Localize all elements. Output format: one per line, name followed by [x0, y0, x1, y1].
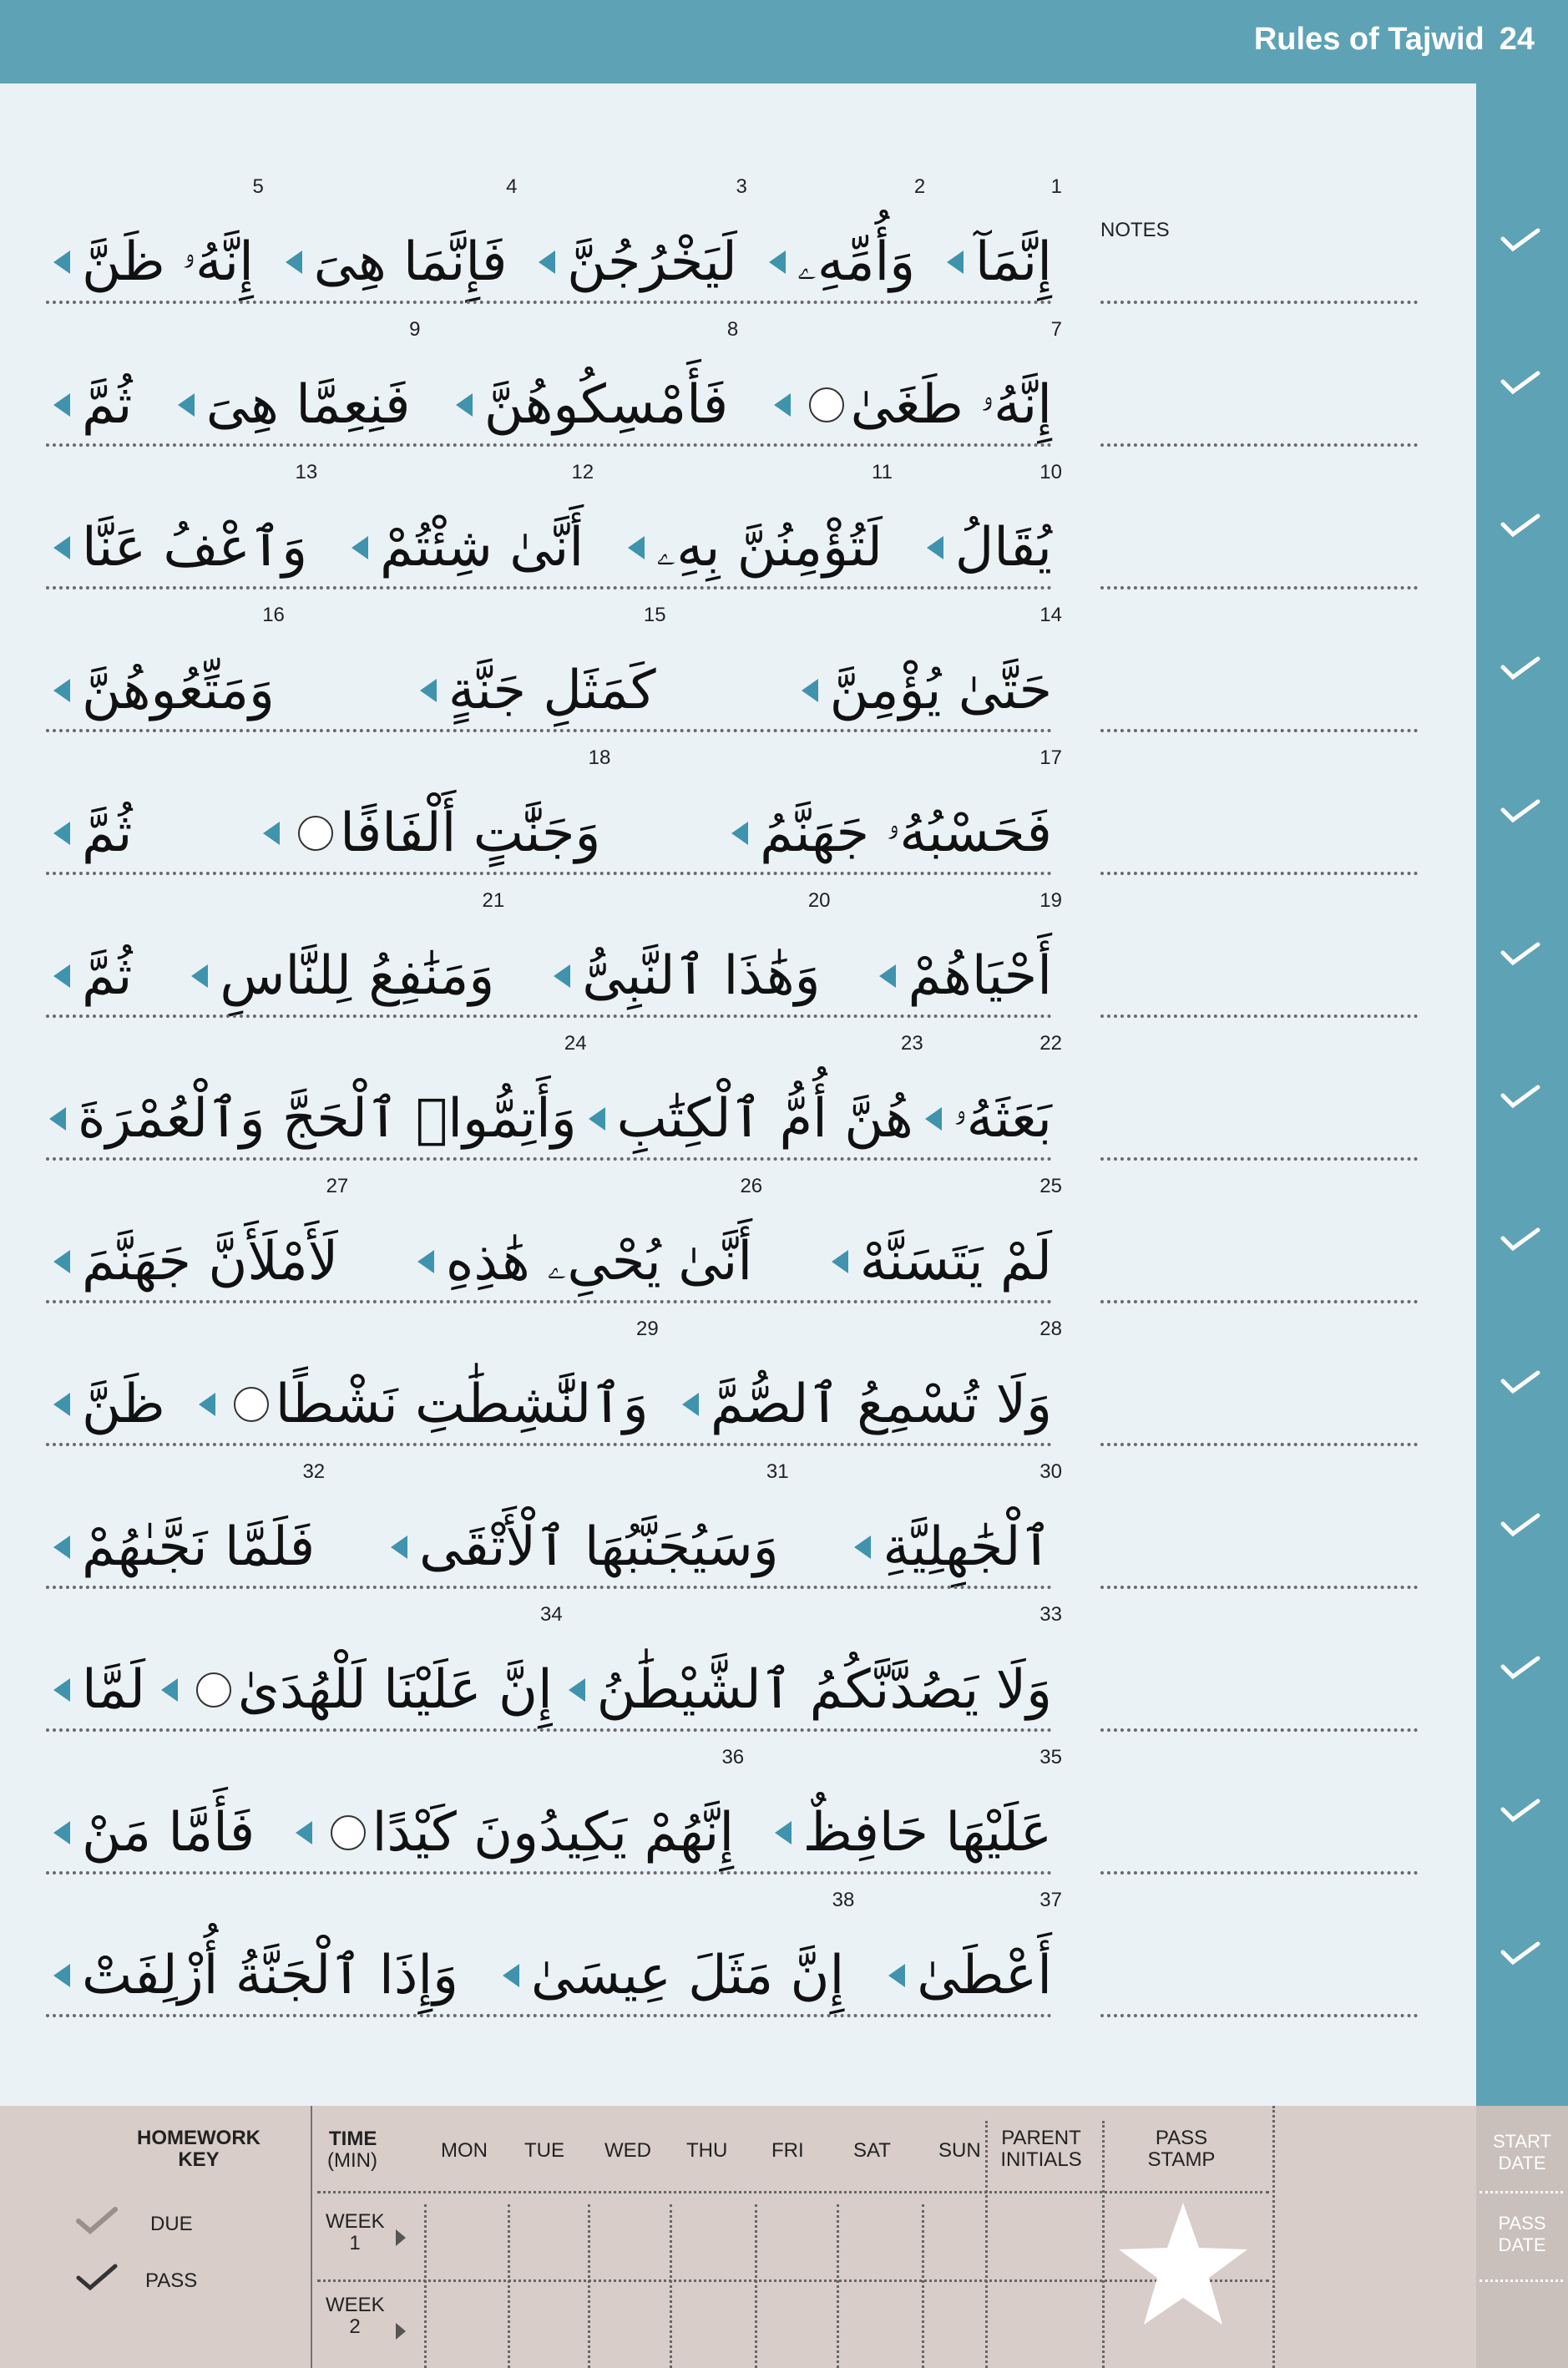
item-number: 1 [1050, 175, 1062, 198]
exercise-item [616, 453, 893, 595]
arrow-marker-icon [391, 1536, 407, 1559]
item-number: 19 [1039, 889, 1062, 912]
exercise-item [842, 1452, 1062, 1594]
arabic-word: هُنَّ أُمُّ ٱلْكِتَٰبِ [616, 1088, 913, 1150]
due-label: DUE [150, 2213, 193, 2235]
row-items [42, 310, 1062, 452]
notes-label: NOTES [1100, 219, 1170, 241]
row-items [42, 881, 1062, 1023]
exercise-item [720, 738, 1062, 880]
arabic-word: وَمَتِّعُوهُنَّ [82, 660, 275, 721]
arrow-marker-icon [53, 1536, 70, 1559]
book-title: Rules of Tajwid [1253, 22, 1485, 57]
arrow-marker-icon [539, 250, 555, 274]
item-number: 27 [326, 1175, 349, 1197]
arrow-marker-icon [774, 393, 791, 417]
item-number: 26 [740, 1175, 763, 1197]
exercise-row [42, 1166, 1062, 1308]
arabic-word: يُقَالُ [954, 517, 1052, 579]
exercise-row [42, 453, 1062, 595]
grid-rule [837, 2204, 839, 2368]
exercise-row [42, 1595, 1062, 1737]
arrow-marker-icon [888, 1964, 905, 1987]
row-check-icon[interactable] [1500, 1512, 1541, 1537]
exercise-row [42, 1880, 1062, 2022]
arrow-marker-icon [53, 1393, 70, 1416]
item-number: 28 [1039, 1318, 1062, 1340]
arabic-word: ٱلْجَٰهِلِيَّةِ [883, 1516, 1052, 1578]
row-check-icon[interactable] [1500, 227, 1541, 252]
arabic-word: لَمْ يَتَسَنَّهْ [859, 1231, 1052, 1293]
item-number: 20 [807, 889, 831, 912]
exercise-item [42, 1166, 349, 1308]
divider [1272, 2106, 1275, 2368]
arrow-marker-icon [589, 1107, 605, 1131]
footer-rule [317, 2191, 1269, 2193]
exercise-item [820, 1166, 1062, 1308]
divider [311, 2106, 312, 2368]
exercise-row [42, 738, 1062, 880]
row-check-icon[interactable] [1500, 798, 1541, 823]
pass-stamp-label: PASS STAMP [1147, 2127, 1216, 2171]
arabic-word: أَعْطَىٰ [917, 1945, 1052, 2006]
arrow-marker-icon [53, 536, 70, 559]
exercise-item [527, 167, 747, 309]
arabic-word: وَلَا يَصُدَّنَّكُمُ ٱلشَّيْطَٰنُ [596, 1659, 1052, 1721]
row-items [42, 1309, 1062, 1451]
pass-check-icon [75, 2263, 119, 2299]
arabic-word: إِنَّ مَثَلَ عِيسَىٰ [530, 1945, 845, 2006]
row-rule [46, 1586, 1052, 1589]
arrow-marker-icon [53, 393, 70, 417]
day-label-tue: TUE [524, 2139, 564, 2162]
exercise-item [444, 310, 739, 452]
arrow-marker-icon [53, 250, 70, 274]
exercise-item [763, 1738, 1062, 1880]
exercise-item [149, 1595, 563, 1737]
item-number: 8 [726, 318, 739, 341]
row-items [42, 1452, 1062, 1594]
arabic-word: وَسَيُجَنَّبُهَا ٱلْأَتْقَى [418, 1516, 779, 1578]
exercise-item [406, 1166, 763, 1308]
arabic-word: إِنَّهُۥ ظَنَّ [82, 231, 254, 293]
row-check-icon[interactable] [1500, 370, 1541, 395]
row-check-icon[interactable] [1500, 941, 1541, 966]
item-number: 37 [1039, 1889, 1062, 1911]
arabic-word: فَحَسْبُهُۥ جَهَنَّمُ [760, 802, 1052, 864]
grid-rule [985, 2121, 988, 2368]
row-check-icon[interactable] [1500, 1084, 1541, 1109]
homework-key-label: HOMEWORK KEY [137, 2127, 260, 2171]
notes-rule [1100, 2014, 1418, 2017]
arabic-word: وَٱلنَّٰشِطَٰتِ نَشْطًا [275, 1374, 649, 1435]
item-number: 7 [1050, 318, 1062, 341]
notes-rule [1100, 1871, 1418, 1875]
arrow-marker-icon [263, 822, 280, 845]
exercise-item [187, 1309, 659, 1451]
arabic-word: أَنَّىٰ يُحْىِۦ هَٰذِهِ [445, 1231, 753, 1293]
exercise-item [757, 167, 926, 309]
arabic-word: ثُمَّ [82, 374, 133, 436]
arrow-marker-icon [832, 1250, 848, 1273]
row-check-icon[interactable] [1500, 1655, 1541, 1680]
exercise-item [42, 1595, 145, 1737]
arabic-word: حَتَّىٰ يُؤْمِنَّ [829, 660, 1052, 721]
pass-stamp-star-icon [1112, 2198, 1254, 2335]
exercise-item [557, 1595, 1062, 1737]
day-label-sat: SAT [853, 2139, 891, 2162]
exercise-item [42, 595, 285, 737]
item-number: 2 [913, 175, 926, 198]
item-number: 32 [302, 1460, 326, 1483]
exercise-item [42, 310, 132, 452]
arrow-marker-icon [286, 250, 302, 274]
row-items [42, 1595, 1062, 1737]
item-number: 9 [409, 318, 421, 341]
item-number: 3 [736, 175, 747, 198]
notes-rule [1100, 1300, 1418, 1303]
exercise-row [42, 1738, 1062, 1880]
exercise-item [251, 738, 611, 880]
exercise-row [42, 167, 1062, 309]
arabic-word: فَأَمْسِكُوهُنَّ [483, 374, 729, 436]
arrow-marker-icon [53, 822, 70, 845]
arabic-word: عَلَيْهَا حَافِظٌ [802, 1802, 1052, 1864]
item-number: 11 [872, 461, 893, 483]
exercise-item [340, 453, 594, 595]
exercise-row [42, 1452, 1062, 1594]
answer-circle-icon[interactable] [234, 1387, 269, 1422]
item-number: 21 [482, 889, 505, 912]
exercise-row [42, 1024, 1062, 1166]
row-check-icon[interactable] [1500, 513, 1541, 538]
item-number: 38 [832, 1889, 855, 1911]
notes-rule [1100, 1014, 1418, 1018]
notes-rule [1100, 586, 1418, 589]
notes-rule [1100, 443, 1418, 447]
arabic-word: وَأَتِمُّوا۟ ٱلْحَجَّ وَٱلْعُمْرَةَ [77, 1088, 577, 1150]
parent-initials-label: PARENT INITIALS [1000, 2127, 1082, 2171]
row-items [42, 738, 1062, 880]
notes-rule [1100, 729, 1418, 732]
item-number: 16 [262, 604, 285, 626]
arrow-marker-icon [53, 679, 70, 702]
arrow-marker-icon [161, 1678, 178, 1702]
item-number: 31 [766, 1460, 789, 1483]
arabic-word: وَأُمِّهِۦ [797, 231, 916, 293]
item-number: 18 [588, 746, 611, 769]
exercise-item [42, 1309, 165, 1451]
arabic-word: وَجَنَّٰتٍ أَلْفَافًا [340, 802, 601, 864]
exercise-row [42, 1309, 1062, 1451]
exercise-item [670, 1309, 1062, 1451]
arrow-marker-icon [420, 679, 437, 702]
arabic-word: وَٱعْفُ عَنَّا [82, 517, 308, 579]
day-label-mon: MON [441, 2139, 488, 2162]
exercise-row [42, 310, 1062, 452]
arrow-marker-icon [628, 536, 645, 559]
item-number: 5 [252, 175, 264, 198]
due-check-icon [75, 2206, 119, 2242]
notes-rule [1100, 1157, 1418, 1161]
exercise-item [274, 167, 518, 309]
arabic-word: إِنَّهُمْ يَكِيدُونَ كَيْدًا [372, 1802, 735, 1864]
arrow-marker-icon [731, 822, 748, 845]
arabic-word: فَإِنَّمَا هِىَ [313, 231, 508, 293]
item-number: 30 [1039, 1460, 1062, 1483]
exercise-item [42, 738, 132, 880]
arabic-word: إِنَّمَآ [974, 231, 1052, 293]
day-label-fri: FRI [771, 2139, 804, 2162]
exercise-item [42, 881, 132, 1023]
exercise-item [166, 310, 421, 452]
item-number: 22 [1039, 1032, 1062, 1055]
arabic-word: ثُمَّ [82, 945, 133, 1007]
arrow-marker-icon [53, 1678, 70, 1702]
arabic-word: فَلَمَّا نَجَّىٰهُمْ [82, 1516, 316, 1578]
exercise-item [42, 1880, 458, 2022]
exercise-item [42, 167, 264, 309]
week-1-label: WEEK 1 [326, 2210, 385, 2254]
item-number: 34 [540, 1603, 563, 1626]
grid-rule [670, 2204, 672, 2368]
day-label-sun: SUN [938, 2139, 981, 2162]
row-rule [46, 443, 1052, 447]
item-number: 24 [564, 1032, 587, 1055]
arrow-marker-icon [569, 1678, 585, 1702]
exercise-item [408, 595, 666, 737]
exercise-item [42, 1452, 326, 1594]
arabic-word: لَأَمْلَأَنَّ جَهَنَّمَ [82, 1231, 339, 1293]
exercise-row [42, 595, 1062, 737]
exercise-item [284, 1738, 745, 1880]
row-check-icon[interactable] [1500, 1369, 1541, 1394]
grid-rule [588, 2204, 590, 2368]
row-check-icon[interactable] [1500, 655, 1541, 681]
exercise-item [491, 1880, 855, 2022]
week-1-arrow-icon [396, 2229, 406, 2246]
row-check-icon[interactable] [1500, 1940, 1541, 1966]
grid-rule [424, 2204, 427, 2368]
row-rule [46, 586, 1052, 589]
arrow-marker-icon [879, 964, 896, 988]
exercise-item [762, 310, 1062, 452]
arrow-marker-icon [352, 536, 368, 559]
arabic-word: فَنِعِمَّا هِىَ [205, 374, 411, 436]
arabic-word: إِنَّ عَلَيْنَا لَلْهُدَىٰ [237, 1659, 553, 1721]
row-items [42, 1738, 1062, 1880]
arabic-word: أَحْيَاهُمْ [908, 945, 1052, 1007]
exercise-item [379, 1452, 789, 1594]
arabic-word: فَأَمَّا مَنْ [82, 1802, 255, 1864]
pass-label: PASS [145, 2269, 198, 2292]
row-items [42, 595, 1062, 737]
day-label-thu: THU [686, 2139, 728, 2162]
row-rule [46, 1014, 1052, 1018]
arabic-word: بَعَثَهُۥ [953, 1088, 1052, 1150]
date-rule [1479, 2191, 1563, 2193]
exercise-item [790, 595, 1062, 737]
notes-rule [1100, 1728, 1418, 1732]
exercise-item [42, 1738, 255, 1880]
row-check-icon[interactable] [1500, 1798, 1541, 1823]
row-items [42, 1166, 1062, 1308]
exercise-item [913, 1024, 1062, 1166]
exercise-item [867, 881, 1062, 1023]
arrow-marker-icon [417, 1250, 434, 1273]
row-items [42, 453, 1062, 595]
arabic-word: كَمَثَلِ جَنَّةٍ [448, 660, 656, 721]
exercise-item [877, 1880, 1062, 2022]
item-number: 35 [1039, 1746, 1062, 1768]
row-items [42, 1880, 1062, 2022]
item-number: 25 [1039, 1175, 1062, 1197]
arabic-word: لَتُؤْمِنُنَّ بِهِۦ [655, 517, 883, 579]
arrow-marker-icon [199, 1393, 215, 1416]
item-number: 33 [1039, 1603, 1062, 1626]
arrow-marker-icon [682, 1393, 699, 1416]
arrow-marker-icon [191, 964, 208, 988]
grid-rule [1102, 2121, 1105, 2368]
exercise-item [42, 453, 318, 595]
exercise-item [577, 1024, 923, 1166]
arrow-marker-icon [769, 250, 786, 274]
running-head [1239, 22, 1535, 58]
arrow-marker-icon [53, 1250, 70, 1273]
arabic-word: لَمَّا [82, 1659, 145, 1721]
exercise-item [542, 881, 831, 1023]
exercise-item [180, 881, 505, 1023]
week-2-arrow-icon [396, 2323, 406, 2340]
arabic-word: وَلَا تُسْمِعُ ٱلصُّمَّ [710, 1374, 1052, 1435]
exercise-item [935, 167, 1062, 309]
week-2-label: WEEK 2 [326, 2294, 385, 2338]
min-label: (MIN) [327, 2149, 377, 2172]
answer-circle-icon[interactable] [331, 1815, 366, 1850]
date-rule [1479, 2279, 1563, 2282]
arrow-marker-icon [178, 393, 195, 417]
arrow-marker-icon [947, 250, 964, 274]
page-number: 24 [1499, 22, 1535, 57]
arabic-word: ظَنَّ [82, 1374, 165, 1435]
item-number: 14 [1039, 604, 1062, 626]
item-number: 12 [571, 461, 594, 483]
pass-date-label: PASS DATE [1498, 2213, 1546, 2255]
exercise-row [42, 881, 1062, 1023]
item-number: 17 [1039, 746, 1062, 769]
arrow-marker-icon [456, 393, 473, 417]
exercise-item [38, 1024, 587, 1166]
arrow-marker-icon [854, 1536, 871, 1559]
row-rule [46, 301, 1052, 304]
answer-circle-icon[interactable] [809, 387, 844, 422]
row-rule [46, 1443, 1052, 1446]
time-label: TIME [329, 2128, 377, 2150]
notes-rule [1100, 301, 1418, 304]
row-items [42, 1024, 1062, 1166]
item-number: 23 [900, 1032, 923, 1055]
day-label-wed: WED [604, 2139, 651, 2162]
arrow-marker-icon [927, 536, 943, 559]
grid-rule [755, 2204, 757, 2368]
exercise-item [915, 453, 1062, 595]
arabic-word: وَمَنَٰفِعُ لِلنَّاسِ [220, 945, 495, 1007]
arrow-marker-icon [802, 679, 818, 702]
item-number: 10 [1039, 461, 1062, 483]
arabic-word: إِنَّهُۥ طَغَىٰ [850, 374, 1052, 436]
arrow-marker-icon [53, 1821, 70, 1844]
arabic-word: ثُمَّ [82, 802, 133, 864]
row-rule [46, 1157, 1052, 1161]
arrow-marker-icon [925, 1107, 942, 1131]
row-rule [46, 872, 1052, 875]
item-number: 13 [295, 461, 318, 483]
row-rule [46, 1300, 1052, 1303]
row-rule [46, 2014, 1052, 2017]
arrow-marker-icon [53, 964, 70, 988]
arrow-marker-icon [554, 964, 570, 988]
item-number: 4 [506, 175, 518, 198]
notes-rule [1100, 1443, 1418, 1446]
row-items [42, 167, 1062, 309]
notes-rule [1100, 872, 1418, 875]
row-rule [46, 1871, 1052, 1875]
row-rule [46, 1728, 1052, 1732]
answer-circle-icon[interactable] [298, 816, 333, 851]
notes-rule [1100, 1586, 1418, 1589]
grid-rule [508, 2204, 510, 2368]
grid-rule [922, 2204, 924, 2368]
arabic-word: وَهَٰذَا ٱلنَّبِىُّ [582, 945, 821, 1007]
arrow-marker-icon [53, 1964, 70, 1987]
item-number: 15 [643, 604, 666, 626]
arrow-marker-icon [49, 1107, 66, 1131]
start-date-label: START DATE [1492, 2131, 1552, 2173]
arabic-word: لَيَخْرُجُنَّ [567, 231, 737, 293]
row-rule [46, 729, 1052, 732]
arrow-marker-icon [503, 1964, 519, 1987]
arabic-word: وَإِذَا ٱلْجَنَّةُ أُزْلِفَتْ [82, 1945, 458, 2006]
item-number: 36 [721, 1746, 745, 1768]
arabic-word: أَنَّىٰ شِئْتُمْ [380, 517, 584, 579]
item-number: 29 [636, 1318, 659, 1340]
arrow-marker-icon [296, 1821, 312, 1844]
arrow-marker-icon [775, 1821, 792, 1844]
row-check-icon[interactable] [1500, 1227, 1541, 1252]
answer-circle-icon[interactable] [196, 1672, 231, 1708]
